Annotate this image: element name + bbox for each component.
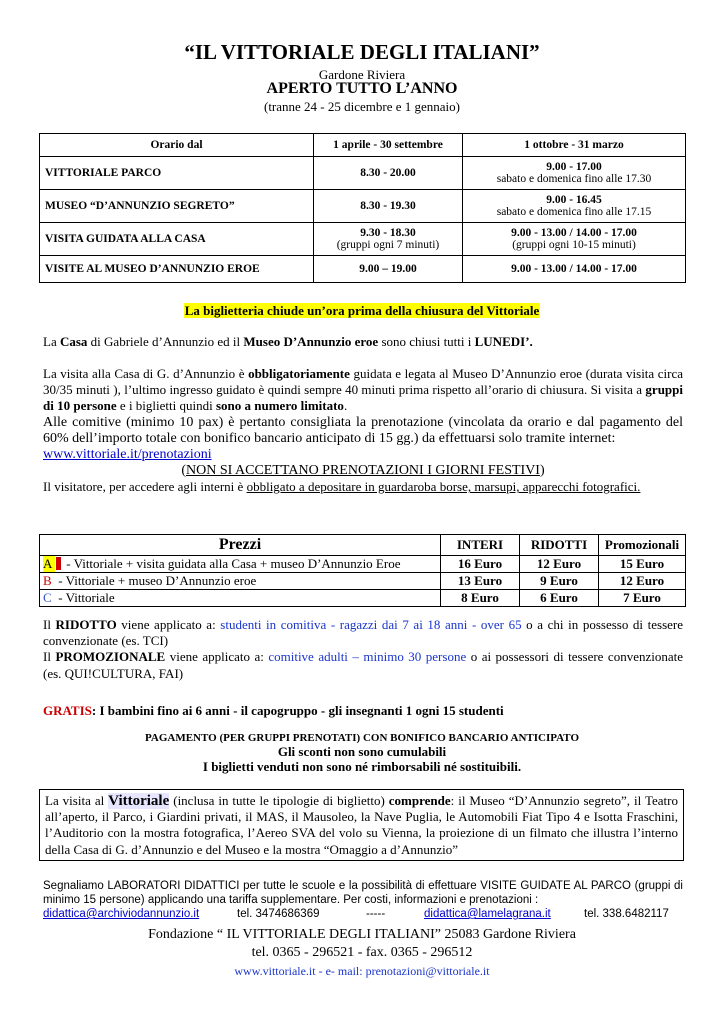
hours-winter: 9.00 - 16.45 xyxy=(546,194,602,206)
hours-row-label: MUSEO “D’ANNUNZIO SEGRETO” xyxy=(40,190,314,223)
hours-winter-note: (gruppi ogni 10-15 minuti) xyxy=(512,239,636,251)
price-full: 13 Euro xyxy=(441,573,520,590)
foundation-footer xyxy=(0,926,724,962)
price-reduced: 6 Euro xyxy=(520,590,599,607)
hours-summer: 9.00 – 19.00 xyxy=(314,256,463,283)
hours-row xyxy=(40,256,686,283)
labs-email-2[interactable]: didattica@lamelagrana.it xyxy=(424,908,551,920)
hours-row xyxy=(40,157,686,190)
hours-header-row xyxy=(40,134,686,157)
free-entry-info xyxy=(43,703,504,719)
payment-info xyxy=(0,732,724,774)
hours-winter-cell xyxy=(463,190,686,223)
promo-who: comitive adulti – minimo 30 persone xyxy=(268,649,467,665)
hours-row-label: VITTORIALE PARCO xyxy=(40,157,314,190)
includes-vittoriale: Vittoriale xyxy=(108,793,170,809)
hours-row-label: VISITE AL MUSEO D’ANNUNZIO EROE xyxy=(40,256,314,283)
promo-text: o ai possessori di tessere convenzionate (es. QUI!CULTURA, FAI) xyxy=(43,649,684,681)
wardrobe-notice xyxy=(43,479,683,495)
price-reduced: 12 Euro xyxy=(520,556,599,573)
booking-link-line xyxy=(43,447,683,463)
hours-summer: 8.30 - 20.00 xyxy=(314,157,463,190)
booking-info: Alle comitive (minimo 10 pax) è pertanto consigliata la prenotazione (vincolata da orario e dal pagamento del 60% dell’importo totale con bonifico bancario anticipato di 15 gg.) da effettuarsi solo tramite internet: xyxy=(43,414,683,446)
price-promo: 15 Euro xyxy=(599,556,686,573)
closure-casa: Casa xyxy=(59,334,88,349)
prices-title: Prezzi xyxy=(40,535,441,556)
price-promo: 7 Euro xyxy=(599,590,686,607)
hours-summer-cell xyxy=(314,223,463,256)
prices-header-reduced: RIDOTTI xyxy=(520,535,599,556)
hours-header-winter: 1 ottobre - 31 marzo xyxy=(463,134,686,157)
wardrobe-text: Il visitatore, per accedere agli interni è xyxy=(43,479,247,495)
visit-text: La visita alla Casa di G. d’Annunzio è xyxy=(43,366,249,381)
hours-winter-note: sabato e domenica fino alle 17.30 xyxy=(496,173,652,185)
payment-line: PAGAMENTO (PER GRUPPI PRENOTATI) CON BONIFICO BANCARIO ANTICIPATO xyxy=(144,732,579,744)
hours-table xyxy=(39,133,686,283)
wardrobe-underlined: obbligato a depositare in guardaroba borse, marsupi, apparecchi fotografici. xyxy=(246,479,641,495)
closure-day: LUNEDI’. xyxy=(474,334,533,349)
price-full: 16 Euro xyxy=(441,556,520,573)
price-letter: A xyxy=(43,556,55,572)
labs-tel-1: tel. 3474686369 xyxy=(237,908,320,920)
visit-text: . xyxy=(343,398,348,414)
ticket-office-notice xyxy=(0,303,724,319)
ticket-office-notice-text: La biglietteria chiude un’ora prima della chiusura del Vittoriale xyxy=(184,303,540,318)
page-title: “IL VITTORIALE DEGLI ITALIANI” xyxy=(184,40,540,64)
hours-header-summer: 1 aprile - 30 settembre xyxy=(314,134,463,157)
closure-museo: Museo D’Annunzio eroe xyxy=(243,334,379,349)
hours-summer: 9.30 - 18.30 xyxy=(360,227,416,239)
closure-text: La xyxy=(43,334,60,349)
hours-winter-cell xyxy=(463,157,686,190)
visit-text: e i biglietti quindi xyxy=(116,398,216,414)
promo-label: PROMOZIONALE xyxy=(55,649,166,665)
reductions-info xyxy=(43,617,683,682)
visit-groups: gruppi di 10 persone xyxy=(43,382,683,414)
promo-info xyxy=(43,649,683,681)
hours-winter-note: sabato e domenica fino alle 17.15 xyxy=(496,206,652,218)
visit-text: guidata e legata al Museo D’Annunzio eroe (durata visita circa 30/35 minuti ), l’ultimo ingresso guidato è quindi sempre 40 minuti prima rispetto all’orario di chiusura. Si visita a xyxy=(43,366,684,398)
hours-summer: 8.30 - 19.30 xyxy=(314,190,463,223)
includes-text: La visita al xyxy=(45,793,109,808)
hours-row xyxy=(40,223,686,256)
no-holidays-text: NON SI ACCETTANO PRENOTAZIONI I GIORNI FESTIVI xyxy=(186,463,540,479)
hours-winter-cell xyxy=(463,223,686,256)
reduced-label: RIDOTTO xyxy=(55,617,117,632)
labs-tel-2: tel. 338.6482117 xyxy=(584,908,669,920)
promo-text: Il xyxy=(43,649,56,665)
includes-comprende: comprende xyxy=(388,793,451,808)
price-full: 8 Euro xyxy=(441,590,520,607)
price-desc: - Vittoriale + visita guidata alla Casa + museo D’Annunzio Eroe xyxy=(63,556,401,571)
price-letter: C xyxy=(43,590,52,605)
price-reduced: 9 Euro xyxy=(520,573,599,590)
reduced-who: studenti in comitiva - ragazzi dai 7 ai 18 anni - over 65 xyxy=(220,617,522,632)
hours-header-label: Orario dal xyxy=(40,134,314,157)
reduced-text: viene applicato a: xyxy=(116,617,221,632)
visit-info-paragraph xyxy=(43,366,683,415)
includes-text: (inclusa in tutte le tipologie di biglietto) xyxy=(169,793,389,808)
prices-header-row xyxy=(40,535,686,556)
price-row xyxy=(40,590,686,607)
hours-row xyxy=(40,190,686,223)
foundation-phones: tel. 0365 - 296521 - fax. 0365 - 296512 xyxy=(251,945,473,960)
price-promo: 12 Euro xyxy=(599,573,686,590)
refund-note: I biglietti venduti non sono né rimborsabili né sostituibili. xyxy=(202,759,522,774)
labs-email-1[interactable]: didattica@archiviodannunzio.it xyxy=(43,908,200,920)
closure-text: di Gabriele d’Annunzio ed il xyxy=(87,334,244,349)
free-entry-label: GRATIS xyxy=(43,703,92,718)
hours-winter: 9.00 - 17.00 xyxy=(546,161,602,173)
visit-mandatory: obbligatoriamente xyxy=(248,366,350,381)
visit-limited: sono a numero limitato xyxy=(215,398,344,414)
reduced-text: o a chi in possesso di tessere convenzionate (es. TCI) xyxy=(43,617,683,649)
hours-row-label: VISITA GUIDATA ALLA CASA xyxy=(40,223,314,256)
reduced-info xyxy=(43,617,683,649)
hours-winter: 9.00 - 13.00 / 14.00 - 17.00 xyxy=(511,227,637,239)
promo-text: viene applicato a: xyxy=(165,649,269,665)
booking-link[interactable]: www.vittoriale.it/prenotazioni xyxy=(43,447,212,463)
open-all-year: APERTO TUTTO L’ANNO xyxy=(266,80,458,97)
prices-header-promo: Promozionali xyxy=(599,535,686,556)
price-desc: - Vittoriale xyxy=(55,590,115,605)
price-row xyxy=(40,556,686,573)
labs-info: Segnaliamo LABORATORI DIDATTICI per tutte le scuole e la possibilità di effettuare VISITE GUIDATE AL PARCO (gruppi di minimo 15 persone) applicando una tariffa supplementare. Per costi, informazioni e prenotazioni : xyxy=(43,880,683,906)
visit-info xyxy=(43,366,683,496)
red-marker-icon xyxy=(56,557,61,570)
includes-text: : il Museo “D’Annunzio segreto”, il Teatro all’aperto, il Parco, i Giardini privati, il MAS, il Mausoleo, la Nave Puglia, le Automobili Fiat Tipo 4 e Isotta Fraschini, l’Auditorio con la mostra fotografica, l’Aereo SVA del volo su Vienna, la proiezione di un filmato che illustra l’interno della Casa di G. d’Annunzio e del Museo e la mostra “Omaggio a d’Annunzio” xyxy=(45,793,678,857)
price-row xyxy=(40,573,686,590)
free-entry-text: : I bambini fino ai 6 anni - il capogruppo - gli insegnanti 1 ogni 15 studenti xyxy=(91,703,504,718)
hours-summer-note: (gruppi ogni 7 minuti) xyxy=(336,239,440,251)
reduced-text: Il xyxy=(43,617,56,632)
closed-days: (tranne 24 - 25 dicembre e 1 gennaio) xyxy=(263,99,460,114)
labs-separator: ----- xyxy=(366,908,386,920)
price-letter: B xyxy=(43,573,52,588)
no-holidays-notice: (NON SI ACCETTANO PRENOTAZIONI I GIORNI FESTIVI) xyxy=(181,463,545,479)
location: Gardone Riviera xyxy=(318,67,406,82)
foundation-name: Fondazione “ IL VITTORIALE DEGLI ITALIANI” 25083 Gardone Riviera xyxy=(148,927,576,942)
closure-info xyxy=(43,334,683,350)
footer-web-email[interactable]: www.vittoriale.it - e- mail: prenotazioni@vittoriale.it xyxy=(234,964,490,978)
includes-box xyxy=(39,789,684,861)
price-row-desc-cell xyxy=(40,590,441,607)
prices-header-full: INTERI xyxy=(441,535,520,556)
price-row-desc-cell xyxy=(40,573,441,590)
closure-text: sono chiusi tutti i xyxy=(378,334,475,349)
price-desc: - Vittoriale + museo D’Annunzio eroe xyxy=(55,573,257,588)
discount-note: Gli sconti non sono cumulabili xyxy=(277,744,447,759)
prices-table xyxy=(39,534,686,607)
hours-winter: 9.00 - 13.00 / 14.00 - 17.00 xyxy=(463,256,686,283)
price-row-desc-cell xyxy=(40,556,441,573)
